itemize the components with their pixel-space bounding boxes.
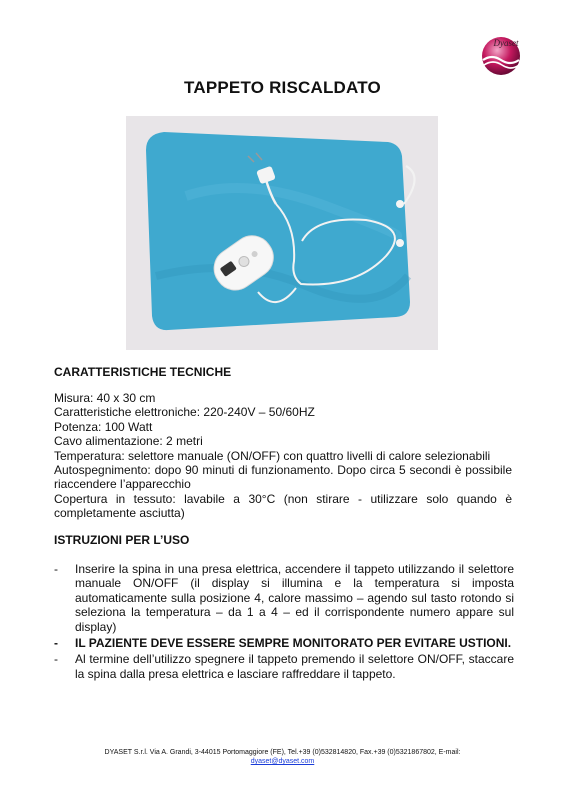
dyaset-logo bbox=[476, 30, 526, 80]
spec-temperature: Temperatura: selettore manuale (ON/OFF) con quattro livelli di calore selezionabili bbox=[54, 448, 491, 463]
list-item bbox=[54, 652, 514, 681]
product-photo bbox=[126, 116, 438, 350]
list-bullet: - bbox=[54, 636, 58, 651]
spec-electronics: Caratteristiche elettroniche: 220-240V – 50/60HZ bbox=[54, 405, 315, 420]
instruction-warning: IL PAZIENTE DEVE ESSERE SEMPRE MONITORATO PER EVITARE USTIONI. bbox=[75, 636, 512, 651]
footer bbox=[0, 748, 565, 766]
page-title: TAPPETO RISCALDATO bbox=[184, 78, 381, 97]
spec-auto-off: Autospegnimento: dopo 90 minuti di funzionamento. Dopo circa 5 secondi è possibile riaccendere l’apparecchio bbox=[54, 463, 512, 492]
instructions-list bbox=[54, 562, 514, 683]
footer-email-link[interactable]: dyaset@dyaset.com bbox=[250, 758, 315, 765]
specs-heading: CARATTERISTICHE TECNICHE bbox=[54, 365, 232, 379]
specs-list bbox=[54, 391, 512, 521]
list-bullet: - bbox=[54, 562, 58, 576]
spec-cable: Cavo alimentazione: 2 metri bbox=[54, 434, 203, 449]
instruction-text: Al termine dell’utilizzo spegnere il tappeto premendo il selettore ON/OFF, staccare la spina dalla presa elettrica e lasciare raffreddare il tappeto. bbox=[75, 652, 514, 681]
svg-text:Dyaset: Dyaset bbox=[493, 38, 519, 48]
spec-power: Potenza: 100 Watt bbox=[54, 419, 153, 434]
list-item bbox=[54, 636, 514, 650]
list-bullet: - bbox=[54, 652, 58, 667]
spec-cover: Copertura in tessuto: lavabile a 30°C (non stirare - utilizzare solo quando è completamente asciutta) bbox=[54, 491, 512, 521]
footer-address: DYASET S.r.l. Via A. Grandi, 3-44015 Portomaggiore (FE), Tel.+39 (0)532814820, Fax.+39 (0)5321867802, E-mail: bbox=[104, 749, 461, 756]
instruction-text: Inserire la spina in una presa elettrica, accendere il tappeto utilizzando il selettore manuale ON/OFF (il display si illumina e la temperatura si imposta automaticamente sulla posizione 4, calore massimo – agendo sul tasto rotondo si seleziona la temperatura – da 1 a 4 – ed il corrispondente numero appare sul display) bbox=[75, 562, 514, 634]
list-item bbox=[54, 562, 514, 634]
spec-size: Misura: 40 x 30 cm bbox=[54, 391, 156, 405]
instructions-heading: ISTRUZIONI PER L’USO bbox=[54, 533, 190, 547]
